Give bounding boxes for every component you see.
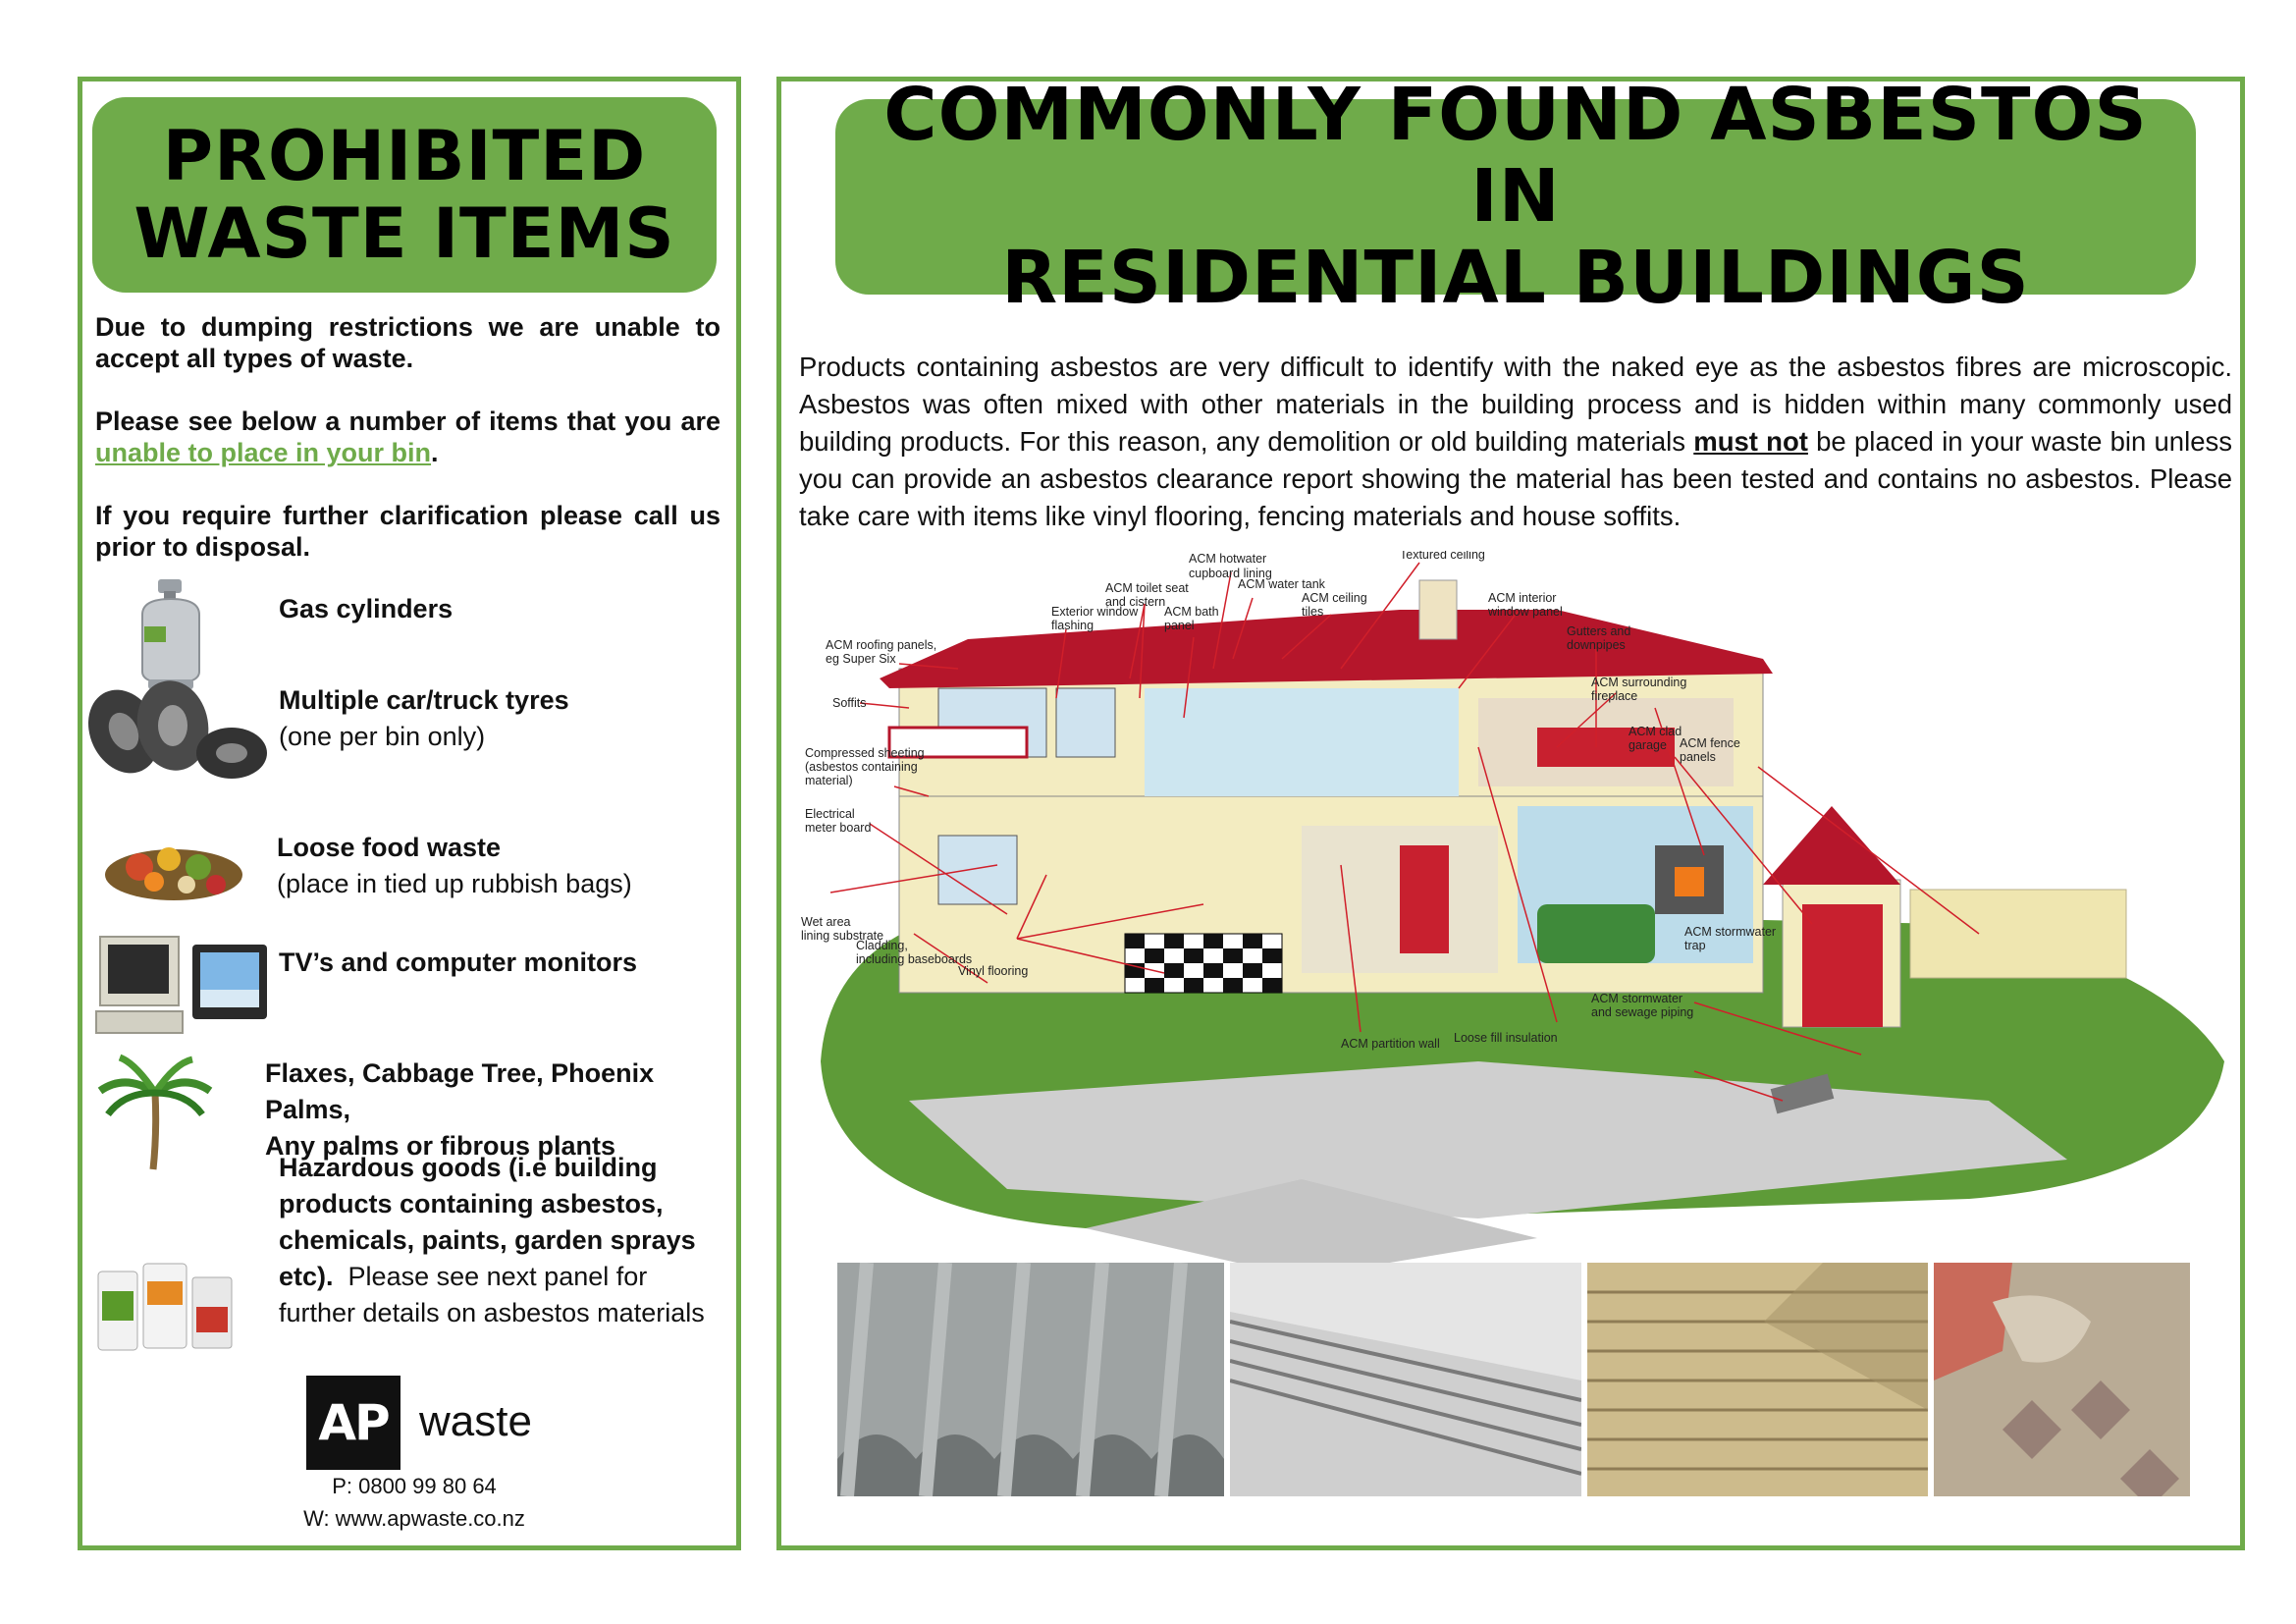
window-upper-mid — [1056, 688, 1115, 757]
corrugated-roof-photo — [837, 1263, 1224, 1496]
brick-cladding-photo — [1587, 1263, 1928, 1496]
item-title — [265, 1056, 746, 1164]
bathroom-cutaway — [1145, 688, 1459, 796]
label-water-tank: ACM water tank — [1238, 577, 1325, 591]
list-item-hazardous-goods — [82, 1150, 746, 1376]
item-sub: (place in tied up rubbish bags) — [277, 869, 632, 898]
description-text-2: be placed in your waste bin unless you can provide an asbestos clearance report showing the material has been tested and contains no asbestos. Please take care with items like vinyl flooring, fencing materials and house soffits. — [799, 426, 2232, 531]
label-loose-fill: Loose fill insulation — [1454, 1031, 1558, 1045]
item-title-text: Gas cylinders — [279, 594, 454, 623]
fibre-cement-sheets-photo — [1230, 1263, 1581, 1496]
list-item-monitors — [82, 931, 746, 1039]
intro-restrictions: Due to dumping restrictions we are unable to accept all types of waste. — [95, 312, 721, 373]
tyres-icon — [84, 671, 269, 785]
intro-clarification: If you require further clarification please call us prior to disposal. — [95, 501, 721, 562]
item-sub-line-2: further details on asbestos materials — [279, 1298, 705, 1327]
label-compressed: Compressed sheeting (asbestos containing material) — [805, 746, 925, 787]
item-title-line-1: Flaxes, Cabbage Tree, Phoenix Palms, — [265, 1058, 655, 1124]
label-exterior-window: Exterior window flashing — [1051, 605, 1139, 632]
fence — [1910, 890, 2126, 978]
label-ceiling-tiles: ACM ceiling tiles — [1302, 591, 1367, 619]
label-partition: ACM partition wall — [1341, 1037, 1440, 1051]
item-title-line-4: etc). — [279, 1262, 334, 1291]
chimney — [1419, 580, 1457, 639]
item-title-line-2: Any palms or fibrous plants — [265, 1131, 616, 1161]
website-link[interactable]: W: www.apwaste.co.nz — [303, 1506, 525, 1531]
monitor-icon — [94, 931, 271, 1039]
title-line-2: RESIDENTIAL BUILDINGS — [1001, 235, 2030, 320]
asbestos-description — [799, 349, 2232, 535]
garage-door — [1802, 904, 1883, 1027]
intro-items-prefix: Please see below a number of items that you are — [95, 406, 721, 436]
prohibited-waste-title — [92, 97, 717, 293]
label-textured-ceiling: Textured ceiling — [1400, 551, 1485, 562]
item-sub: (one per bin only) — [279, 722, 486, 751]
item-title — [277, 830, 501, 866]
list-item-gas-cylinders — [82, 577, 746, 676]
title-line-2: WASTE ITEMS — [133, 192, 675, 274]
unable-to-place-link[interactable]: unable to place in your bin — [95, 438, 432, 467]
item-title — [279, 945, 637, 981]
list-item-tyres — [82, 671, 746, 788]
label-soffits: Soffits — [832, 696, 867, 710]
item-title — [279, 682, 569, 719]
front-door — [1400, 845, 1449, 953]
asbestos-title — [835, 73, 2196, 320]
prohibited-waste-panel — [78, 77, 741, 1550]
logo-mark: AP — [318, 1394, 389, 1451]
label-fence: ACM fence panels — [1680, 736, 1740, 764]
food-waste-icon — [100, 828, 247, 906]
list-item-food-waste — [82, 816, 746, 914]
item-title — [279, 591, 453, 627]
must-not-emphasis: must not — [1693, 426, 1808, 457]
logo-wordmark: waste — [419, 1397, 532, 1445]
item-title-line-3: chemicals, paints, garden sprays — [279, 1225, 696, 1255]
item-title-text: Loose food waste — [277, 833, 502, 862]
sofa — [1537, 904, 1655, 963]
garage-roof — [1763, 806, 1900, 885]
title-line-1: PROHIBITED — [162, 116, 647, 197]
asbestos-panel — [776, 73, 2245, 1550]
label-garage: ACM clad garage — [1629, 725, 1682, 752]
item-title-text: Multiple car/truck tyres — [279, 685, 569, 715]
phone-number[interactable]: P: 0800 99 80 64 — [332, 1474, 497, 1498]
item-title-line-1: Hazardous goods (i.e building — [279, 1153, 658, 1182]
label-interior-window: ACM interior window panel — [1488, 591, 1563, 619]
description-text-1: Products containing asbestos are very difficult to identify with the naked eye as the asbestos fibres are microscopic. Asbestos was often mixed with other materials in the building process and is hidden within many commonly used building products. For this reason, any demolition or old building materials — [799, 352, 2232, 457]
item-title — [279, 1150, 705, 1331]
label-cladding: Cladding, including baseboards — [856, 939, 973, 966]
ap-waste-logo — [306, 1376, 400, 1470]
label-stormwater-trap: ACM stormwater trap — [1684, 925, 1777, 952]
item-sub-line-1: Please see next panel for — [347, 1262, 648, 1291]
intro-items-suffix: . — [431, 438, 439, 467]
item-title-line-2: products containing asbestos, — [279, 1189, 664, 1218]
label-bath: ACM bath panel — [1164, 605, 1219, 632]
label-wet-area: Wet area lining substrate — [801, 915, 884, 943]
fire — [1675, 867, 1704, 896]
label-hotwater: ACM hotwater cupboard lining — [1189, 552, 1272, 580]
vinyl-checker-floor — [1125, 934, 1282, 993]
label-meter: Electrical meter board — [805, 807, 872, 835]
label-roofing: ACM roofing panels, eg Super Six — [826, 638, 937, 666]
vinyl-flooring-photo — [1934, 1263, 2190, 1496]
title-line-1: COMMONLY FOUND ASBESTOS IN — [883, 73, 2148, 240]
label-fireplace: ACM surrounding fireplace — [1591, 676, 1687, 703]
label-toilet: ACM toilet seat and cistern — [1105, 581, 1189, 609]
intro-items-note — [95, 406, 721, 468]
label-gutters: Gutters and downpipes — [1567, 624, 1631, 652]
house-diagram — [791, 551, 2234, 1336]
item-title-text: TV’s and computer monitors — [279, 947, 638, 977]
label-stormwater-pipe: ACM stormwater and sewage piping — [1591, 992, 1694, 1019]
hazardous-goods-icon — [96, 1258, 236, 1356]
label-vinyl: Vinyl flooring — [958, 964, 1029, 978]
